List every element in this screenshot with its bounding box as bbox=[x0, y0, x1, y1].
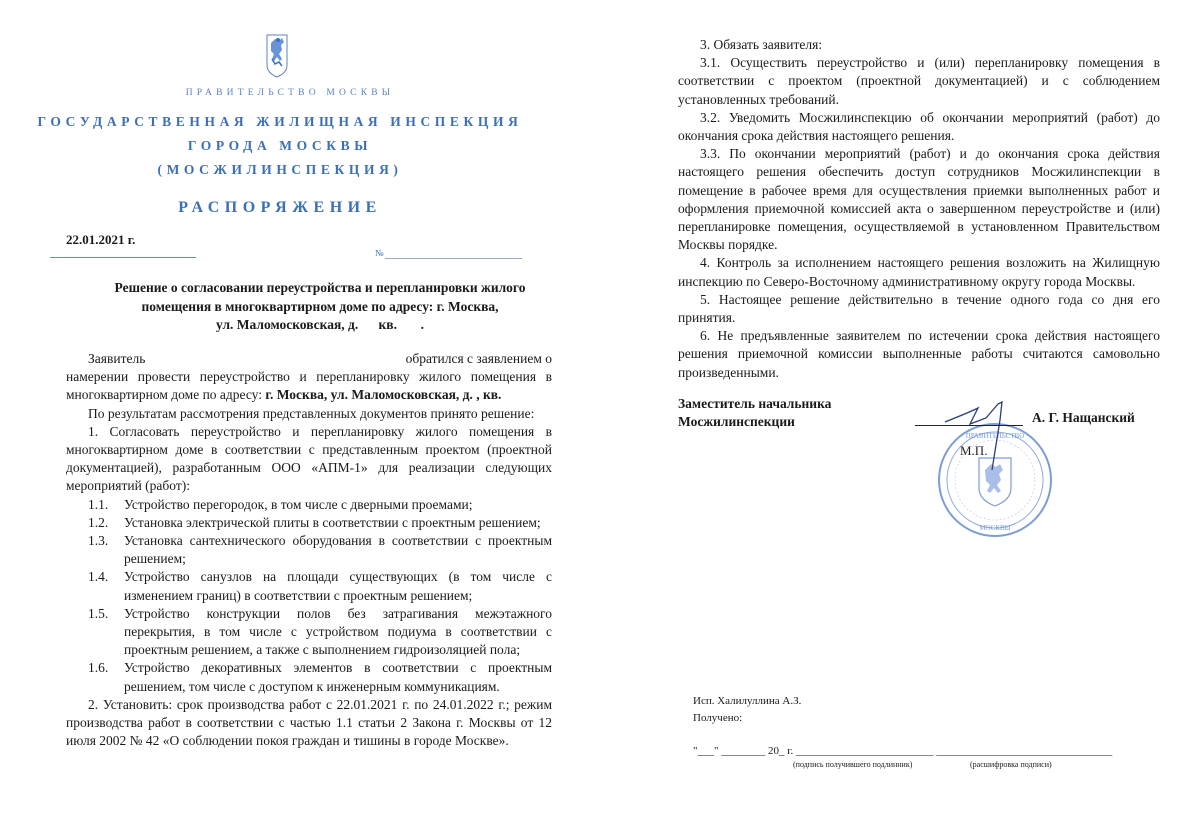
clause-number: 1.4. bbox=[88, 569, 109, 585]
decision-body-left bbox=[66, 350, 552, 750]
clause-1-1 bbox=[66, 496, 552, 514]
clause-5: 5. Настоящее решение действительно в течение одного года со дня его принятия. bbox=[678, 291, 1160, 326]
clause-number: 1.6. bbox=[88, 660, 109, 676]
clause-number: 1.1. bbox=[88, 496, 109, 512]
clause-text: Устройство конструкции полов без затрагивания межэтажного перекрытия, в том числе с устройством подиума в соответствии с проектным решением, а также с выполнением гидроизоляцией пола; bbox=[124, 605, 552, 658]
clause-text: Установка электрической плиты в соответствии с проектным решением; bbox=[124, 514, 541, 530]
signatory-title bbox=[678, 395, 831, 431]
executor-block bbox=[693, 693, 801, 727]
clause-text: Устройство перегородок, в том числе с дверными проемами; bbox=[124, 496, 473, 512]
signature-decoding-caption: (расшифровка подписи) bbox=[970, 760, 1052, 769]
document-type-title: РАСПОРЯЖЕНИЕ bbox=[178, 199, 382, 216]
clause-4: 4. Контроль за исполнением настоящего решения возложить на Жилищную инспекцию по Северо-Восточному административному округу города Москвы. bbox=[678, 255, 1160, 289]
date-underline bbox=[50, 257, 196, 258]
clause-1-3 bbox=[66, 532, 552, 568]
clause-text: Установка сантехнического оборудования в соответствии с проектным решением; bbox=[124, 533, 552, 567]
applicant-address: г. Москва, ул. Маломосковская, д. , кв. bbox=[265, 387, 502, 403]
applicant-paragraph-cont bbox=[66, 368, 552, 404]
document-number-field bbox=[385, 258, 522, 259]
clause-6: 6. Не предъявленные заявителем по истечении срока действия настоящего решения приемочной комиссии выполненные работы считаются самовольно произведенными. bbox=[678, 328, 1160, 380]
clause-text: Устройство декоративных элементов в соответствии с проектным решением, том числе с доступом к инженерным коммуникациям. bbox=[124, 660, 552, 694]
clause-1-4 bbox=[66, 568, 552, 604]
clause-1-6 bbox=[66, 659, 552, 695]
signature-line bbox=[915, 425, 1023, 426]
subject-line: Решение о согласовании переустройства и перепланировки жилого bbox=[114, 280, 526, 295]
clause-text: Устройство санузлов на площади существующих (в том числе с изменением границ) в соответствии с проектным решением; bbox=[124, 569, 552, 603]
subject-line: помещения в многоквартирном доме по адресу: г. Москва, bbox=[141, 298, 499, 314]
signatory-name: А. Г. Нащанский bbox=[1032, 410, 1135, 425]
applicant-request-text: обратился с заявлением о bbox=[405, 351, 552, 366]
agency-name-line3: (МОСЖИЛИНСПЕКЦИЯ) bbox=[157, 162, 403, 177]
government-name: ПРАВИТЕЛЬСТВО МОСКВЫ bbox=[185, 88, 395, 98]
signatory-title-line: Мосжилинспекции bbox=[678, 414, 795, 429]
receipt-line: "___" ________ 20_ г. _________________________ ________________________________ bbox=[693, 745, 1113, 757]
signatory-title-line: Заместитель начальника bbox=[678, 396, 832, 411]
executor-name: Исп. Халилуллина А.З. bbox=[693, 695, 802, 707]
receiver-signature-caption: (подпись получившего подлинник) bbox=[793, 760, 913, 769]
clause-number: 1.2. bbox=[88, 514, 109, 530]
svg-text:ПРАВИТЕЛЬСТВО: ПРАВИТЕЛЬСТВО bbox=[965, 432, 1025, 440]
received-label: Получено: bbox=[693, 712, 743, 724]
clause-2: 2. Установить: срок производства работ с 22.01.2021 г. по 24.01.2022 г.; режим производства работ в соответствии с частью 1.1 статьи 2 Закона г. Москвы от 12 июля 2002 № 42 «О соблюдении покоя граждан и тишины в городе Москве». bbox=[66, 696, 552, 749]
clause-number: 1.5. bbox=[88, 605, 109, 621]
applicant-intent-text: намерении провести переустройство и перепланировку жилого помещения в многоквартирном доме по адресу: bbox=[66, 369, 552, 403]
subject-line: ул. Маломосковская, д. кв. . bbox=[216, 317, 424, 332]
document-subject bbox=[60, 279, 580, 335]
applicant-label: Заявитель bbox=[88, 351, 146, 366]
applicant-paragraph bbox=[66, 350, 552, 368]
agency-name-line2: ГОРОДА МОСКВЫ bbox=[187, 138, 373, 153]
moscow-coat-of-arms-icon bbox=[265, 29, 289, 83]
clause-3-2: 3.2. Уведомить Мосжилинспекцию об окончании мероприятий (работ) до окончания срока действия настоящего решения. bbox=[678, 109, 1160, 144]
document-date: 22.01.2021 г. bbox=[66, 232, 136, 247]
clause-1-5 bbox=[66, 605, 552, 660]
clause-1-2 bbox=[66, 514, 552, 532]
clause-3-3: 3.3. По окончании мероприятий (работ) и до окончания срока действия настоящего решения обеспечить доступ сотрудников Мосжилинспекции в помещение в рабочее время для осуществления приемки выполненных работ и оформления приемочной комиссией акта о завершенном переустройстве и (или) перепланировке помещения, осуществляемой в установленном Правительством Москвы порядке. bbox=[678, 146, 1160, 253]
results-paragraph: По результатам рассмотрения представленных документов принято решение: bbox=[88, 405, 535, 421]
clause-3-1: 3.1. Осуществить переустройство и (или) перепланировку помещения в соответствии с проектом (проектной документацией) и с соблюдением установленных требований. bbox=[678, 55, 1160, 107]
stamp-place-label: М.П. bbox=[960, 443, 988, 458]
clause-3: 3. Обязать заявителя: bbox=[700, 37, 823, 52]
agency-name-line1: ГОСУДАРСТВЕННАЯ ЖИЛИЩНАЯ ИНСПЕКЦИЯ bbox=[37, 114, 523, 129]
decision-body-right bbox=[678, 36, 1160, 382]
clause-1: 1. Согласовать переустройство и перепланировку жилого помещения в многоквартирном доме в соответствии с представленным проектом (проектной документацией), разработанным ООО «АПМ-1» для реализации следующих мероприятий (работ): bbox=[66, 423, 552, 494]
svg-text:МОСКВЫ: МОСКВЫ bbox=[979, 524, 1011, 532]
clause-number: 1.3. bbox=[88, 533, 109, 549]
document-number-label: № bbox=[375, 248, 384, 258]
handwritten-signature-icon bbox=[940, 400, 1030, 480]
